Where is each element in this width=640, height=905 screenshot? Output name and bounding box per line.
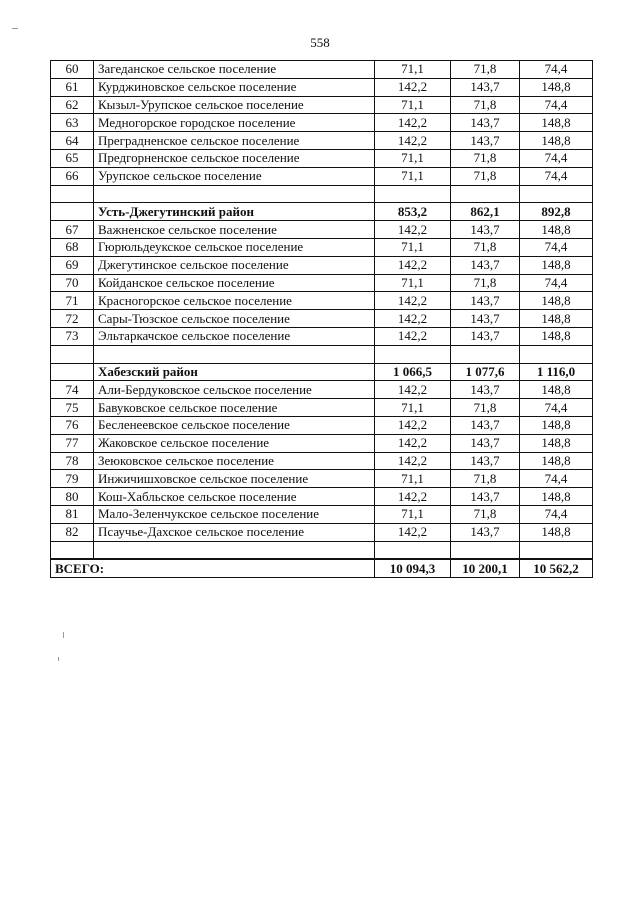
row-number: 64: [51, 132, 94, 150]
value-cell: 143,7: [451, 114, 520, 132]
row-number: 66: [51, 167, 94, 185]
table-row: [51, 78, 593, 96]
row-number: 74: [51, 381, 94, 399]
district-name: Хабезский район: [94, 363, 375, 381]
row-number: 67: [51, 221, 94, 239]
total-label: ВСЕГО:: [51, 559, 375, 577]
value-cell: 143,7: [451, 221, 520, 239]
scan-mark: [12, 28, 18, 29]
empty-cell: [520, 541, 593, 559]
value-cell: 142,2: [375, 78, 451, 96]
empty-cell: [51, 203, 94, 221]
value-cell: 71,8: [451, 470, 520, 488]
row-number: 68: [51, 238, 94, 256]
table-row: [51, 238, 593, 256]
value-cell: 148,8: [520, 452, 593, 470]
value-cell: 142,2: [375, 221, 451, 239]
table-row: [51, 523, 593, 541]
settlement-name: Сары-Тюзское сельское поселение: [94, 310, 375, 328]
row-number: 77: [51, 434, 94, 452]
value-cell: 74,4: [520, 238, 593, 256]
row-number: 61: [51, 78, 94, 96]
district-value: 1 116,0: [520, 363, 593, 381]
row-number: 73: [51, 327, 94, 345]
row-number: 70: [51, 274, 94, 292]
table-row: [51, 256, 593, 274]
empty-cell: [94, 541, 375, 559]
value-cell: 71,1: [375, 149, 451, 167]
empty-cell: [451, 541, 520, 559]
row-number: 80: [51, 488, 94, 506]
settlement-name: Кызыл-Урупское сельское поселение: [94, 96, 375, 114]
table-row: [51, 221, 593, 239]
value-cell: 142,2: [375, 434, 451, 452]
total-value: 10 200,1: [451, 559, 520, 577]
table-row: [51, 292, 593, 310]
district-name: Усть-Джегутинский район: [94, 203, 375, 221]
value-cell: 71,1: [375, 399, 451, 417]
total-row: [51, 559, 593, 577]
district-row: [51, 203, 593, 221]
settlement-name: Бесленеевское сельское поселение: [94, 416, 375, 434]
row-number: 78: [51, 452, 94, 470]
value-cell: 71,1: [375, 167, 451, 185]
empty-cell: [94, 185, 375, 203]
value-cell: 143,7: [451, 78, 520, 96]
value-cell: 148,8: [520, 381, 593, 399]
blank-row: [51, 541, 593, 559]
settlement-name: Медногорское городское поселение: [94, 114, 375, 132]
value-cell: 74,4: [520, 505, 593, 523]
value-cell: 143,7: [451, 434, 520, 452]
table-row: [51, 149, 593, 167]
district-value: 1 077,6: [451, 363, 520, 381]
settlement-name: Преградненское сельское поселение: [94, 132, 375, 150]
table-row: [51, 399, 593, 417]
value-cell: 142,2: [375, 523, 451, 541]
district-value: 862,1: [451, 203, 520, 221]
empty-cell: [375, 345, 451, 363]
row-number: 72: [51, 310, 94, 328]
empty-cell: [51, 541, 94, 559]
row-number: 81: [51, 505, 94, 523]
value-cell: 74,4: [520, 274, 593, 292]
empty-cell: [51, 363, 94, 381]
value-cell: 148,8: [520, 416, 593, 434]
total-value: 10 094,3: [375, 559, 451, 577]
empty-cell: [375, 541, 451, 559]
value-cell: 143,7: [451, 327, 520, 345]
value-cell: 71,1: [375, 505, 451, 523]
row-number: 82: [51, 523, 94, 541]
table-row: [51, 434, 593, 452]
value-cell: 143,7: [451, 452, 520, 470]
value-cell: 143,7: [451, 310, 520, 328]
settlement-name: Инжичишховское сельское поселение: [94, 470, 375, 488]
value-cell: 71,8: [451, 399, 520, 417]
value-cell: 74,4: [520, 167, 593, 185]
settlement-name: Мало-Зеленчукское сельское поселение: [94, 505, 375, 523]
settlement-name: Псаучье-Дахское сельское поселение: [94, 523, 375, 541]
value-cell: 71,8: [451, 96, 520, 114]
value-cell: 143,7: [451, 132, 520, 150]
value-cell: 71,8: [451, 149, 520, 167]
settlement-name: Жаковское сельское поселение: [94, 434, 375, 452]
value-cell: 143,7: [451, 488, 520, 506]
table-row: [51, 488, 593, 506]
table-row: [51, 96, 593, 114]
value-cell: 143,7: [451, 292, 520, 310]
row-number: 69: [51, 256, 94, 274]
empty-cell: [520, 185, 593, 203]
table-row: [51, 470, 593, 488]
value-cell: 74,4: [520, 96, 593, 114]
table-row: [51, 61, 593, 79]
value-cell: 74,4: [520, 470, 593, 488]
settlement-name: Койданское сельское поселение: [94, 274, 375, 292]
value-cell: 148,8: [520, 256, 593, 274]
value-cell: 71,1: [375, 470, 451, 488]
value-cell: 142,2: [375, 452, 451, 470]
settlement-name: Зеюковское сельское поселение: [94, 452, 375, 470]
table-row: [51, 505, 593, 523]
value-cell: 143,7: [451, 381, 520, 399]
value-cell: 148,8: [520, 310, 593, 328]
empty-cell: [375, 185, 451, 203]
empty-cell: [51, 345, 94, 363]
value-cell: 142,2: [375, 310, 451, 328]
row-number: 71: [51, 292, 94, 310]
value-cell: 148,8: [520, 221, 593, 239]
empty-cell: [94, 345, 375, 363]
table-row: [51, 132, 593, 150]
value-cell: 142,2: [375, 488, 451, 506]
district-row: [51, 363, 593, 381]
value-cell: 148,8: [520, 488, 593, 506]
value-cell: 142,2: [375, 416, 451, 434]
blank-row: [51, 185, 593, 203]
value-cell: 71,1: [375, 96, 451, 114]
scan-mark: [58, 657, 59, 661]
table-body: [51, 61, 593, 578]
table-row: [51, 310, 593, 328]
allocation-table: [50, 60, 593, 578]
empty-cell: [451, 185, 520, 203]
empty-cell: [51, 185, 94, 203]
value-cell: 142,2: [375, 114, 451, 132]
table-row: [51, 274, 593, 292]
table-row: [51, 167, 593, 185]
table-row: [51, 114, 593, 132]
value-cell: 142,2: [375, 256, 451, 274]
value-cell: 143,7: [451, 256, 520, 274]
settlement-name: Курджиновское сельское поселение: [94, 78, 375, 96]
settlement-name: Красногорское сельское поселение: [94, 292, 375, 310]
value-cell: 142,2: [375, 132, 451, 150]
value-cell: 148,8: [520, 292, 593, 310]
table-row: [51, 416, 593, 434]
row-number: 76: [51, 416, 94, 434]
value-cell: 71,8: [451, 505, 520, 523]
value-cell: 71,8: [451, 61, 520, 79]
value-cell: 142,2: [375, 292, 451, 310]
value-cell: 74,4: [520, 61, 593, 79]
table-row: [51, 327, 593, 345]
value-cell: 148,8: [520, 434, 593, 452]
value-cell: 71,1: [375, 274, 451, 292]
settlement-name: Загеданское сельское поселение: [94, 61, 375, 79]
value-cell: 74,4: [520, 399, 593, 417]
settlement-name: Предгорненское сельское поселение: [94, 149, 375, 167]
value-cell: 148,8: [520, 327, 593, 345]
settlement-name: Урупское сельское поселение: [94, 167, 375, 185]
district-value: 892,8: [520, 203, 593, 221]
total-value: 10 562,2: [520, 559, 593, 577]
value-cell: 143,7: [451, 523, 520, 541]
page-number: 558: [310, 35, 330, 50]
settlement-name: Важненское сельское поселение: [94, 221, 375, 239]
row-number: 75: [51, 399, 94, 417]
value-cell: 71,1: [375, 61, 451, 79]
value-cell: 142,2: [375, 381, 451, 399]
settlement-name: Эльтаркачское сельское поселение: [94, 327, 375, 345]
value-cell: 142,2: [375, 327, 451, 345]
value-cell: 74,4: [520, 149, 593, 167]
settlement-name: Джегутинское сельское поселение: [94, 256, 375, 274]
district-value: 853,2: [375, 203, 451, 221]
district-value: 1 066,5: [375, 363, 451, 381]
scan-mark: [63, 632, 64, 638]
value-cell: 71,1: [375, 238, 451, 256]
settlement-name: Бавуковское сельское поселение: [94, 399, 375, 417]
value-cell: 148,8: [520, 114, 593, 132]
blank-row: [51, 345, 593, 363]
value-cell: 148,8: [520, 523, 593, 541]
value-cell: 71,8: [451, 238, 520, 256]
empty-cell: [451, 345, 520, 363]
value-cell: 71,8: [451, 274, 520, 292]
settlement-name: Гюрюльдеукское сельское поселение: [94, 238, 375, 256]
row-number: 62: [51, 96, 94, 114]
value-cell: 71,8: [451, 167, 520, 185]
settlement-name: Кош-Хабльское сельское поселение: [94, 488, 375, 506]
value-cell: 148,8: [520, 78, 593, 96]
settlement-name: Али-Бердуковское сельское поселение: [94, 381, 375, 399]
value-cell: 148,8: [520, 132, 593, 150]
value-cell: 143,7: [451, 416, 520, 434]
row-number: 60: [51, 61, 94, 79]
table-row: [51, 452, 593, 470]
row-number: 79: [51, 470, 94, 488]
table-row: [51, 381, 593, 399]
row-number: 63: [51, 114, 94, 132]
row-number: 65: [51, 149, 94, 167]
empty-cell: [520, 345, 593, 363]
